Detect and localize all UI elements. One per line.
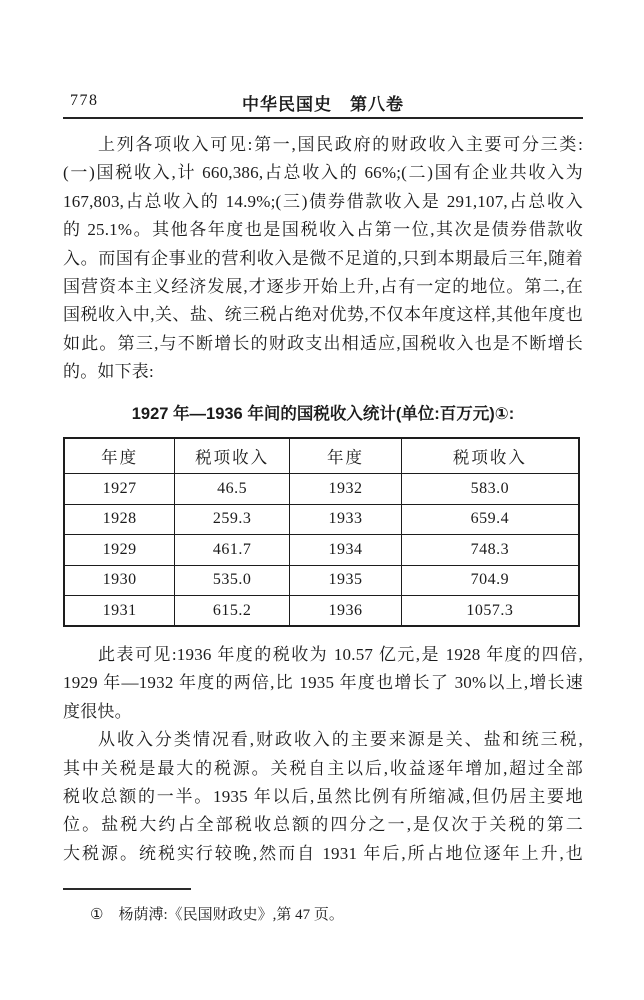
paragraph-revenue-overview [63,131,583,387]
revenue-cell: 659.4 [401,504,579,535]
column-header: 税项收入 [175,438,290,474]
text-line: 其中关税是最大的税源。关税自主以后,收益逐年增加,超过全部 [63,758,583,778]
header-rule [63,117,583,119]
table-row [64,535,579,566]
year-cell: 1930 [64,565,175,596]
column-header: 税项收入 [401,438,579,474]
text-line: 此表可见:1936 年度的税收为 10.57 亿元,是 1928 年度的四倍, [98,645,583,665]
text-line: 的。如下表: [63,362,154,382]
year-cell: 1932 [290,474,402,505]
year-cell: 1936 [290,596,402,627]
table-row [64,504,579,535]
text-line: 入。而国有企事业的营利收入是微不足道的,只到本期最后三年,随着 [63,248,583,268]
paragraph-table-analysis [63,641,583,726]
tax-revenue-table [63,437,580,628]
text-line: 如此。第三,与不断增长的财政支出相适应,国税收入也是不断增长 [63,333,583,353]
revenue-cell: 748.3 [401,535,579,566]
text-line: 从收入分类情况看,财政收入的主要来源是关、盐和统三税, [98,730,583,750]
year-cell: 1928 [64,504,175,535]
text-line: 度很快。 [63,701,132,721]
year-cell: 1929 [64,535,175,566]
text-line: 位。盐税大约占全部税收总额的四分之一,是仅次于关税的第二 [63,815,583,835]
paragraph-revenue-sources [63,726,583,868]
text-line: 税收总额的一半。1935 年以后,虽然比例有所缩减,但仍居主要地 [63,786,583,806]
page-body [63,131,583,868]
text-line: 167,803,占总收入的 14.9%;(三)债券借款收入是 291,107,占总收入 [63,191,583,211]
footnote-marker: ① [90,907,104,924]
column-header: 年度 [64,438,175,474]
revenue-cell: 615.2 [175,596,290,627]
text-line: 国税收入中,关、盐、统三税占绝对优势,不仅本年度这样,其他年度也 [63,305,583,325]
table-row [64,596,579,627]
footnote [63,904,583,926]
text-line: 的 25.1%。其他各年度也是国税收入占第一位,其次是债券借款收 [63,220,583,240]
page-number: 778 [70,92,99,109]
running-title: 中华民国史 第八卷 [242,95,404,114]
text-line: 国营资本主义经济发展,才逐步开始上升,占有一定的地位。第二,在 [63,276,583,296]
revenue-cell: 1057.3 [401,596,579,627]
revenue-cell: 46.5 [175,474,290,505]
page-header [63,90,583,114]
table-header-row [64,438,579,474]
footnote-text: 杨荫溥:《民国财政史》,第 47 页。 [118,907,344,924]
revenue-cell: 461.7 [175,535,290,566]
revenue-cell: 704.9 [401,565,579,596]
text-line: 1929 年—1932 年度的两倍,比 1935 年度也增长了 30%以上,增长速 [63,673,583,693]
revenue-cell: 583.0 [401,474,579,505]
year-cell: 1934 [290,535,402,566]
year-cell: 1931 [64,596,175,627]
year-cell: 1933 [290,504,402,535]
table-row [64,565,579,596]
column-header: 年度 [290,438,402,474]
table-row [64,474,579,505]
year-cell: 1927 [64,474,175,505]
footnote-rule [63,888,191,890]
text-line: 大税源。统税实行较晚,然而自 1931 年后,所占地位逐年上升,也 [63,843,583,863]
revenue-cell: 535.0 [175,565,290,596]
text-line: (一)国税收入,计 660,386,占总收入的 66%;(二)国有企业共收入为 [63,163,583,183]
text-line: 上列各项收入可见:第一,国民政府的财政收入主要可分三类: [98,135,583,154]
year-cell: 1935 [290,565,402,596]
page-footer [63,888,583,926]
table-title: 1927 年—1936 年间的国税收入统计(单位:百万元)①: [131,404,515,423]
revenue-cell: 259.3 [175,504,290,535]
